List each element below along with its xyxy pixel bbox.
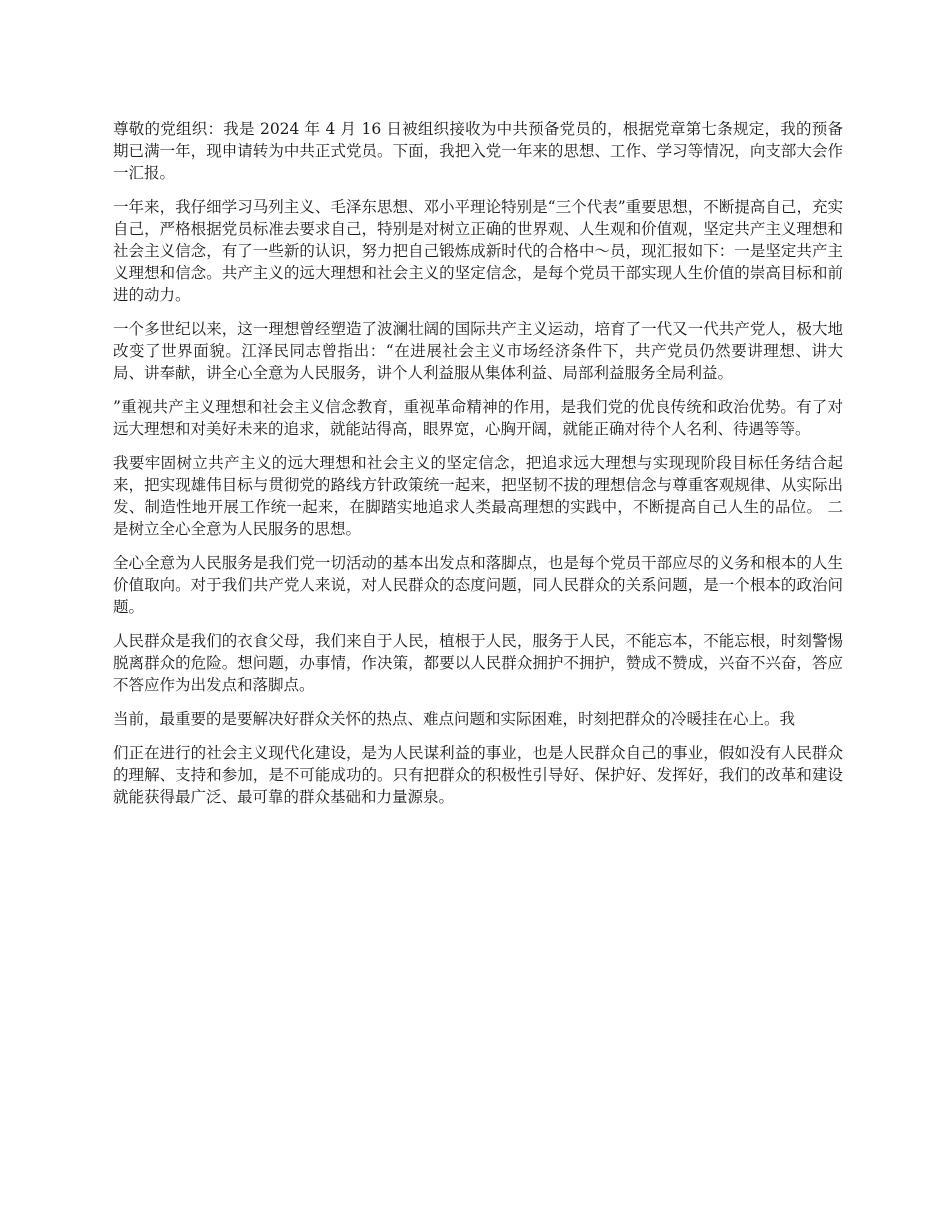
paragraph-5: 我要牢固树立共产主义的远大理想和社会主义的坚定信念，把追求远大理想与实现现阶段目标任务结合起来，把实现雄伟目标与贯彻党的路线方针政策统一起来，把坚韧不拔的理想信念与尊重客观规律、从实际出发、制造性地开展工作统一起来，在脚踏实地追求人类最高理想的实践中，不断提高自己人生的品位。 二是树立全心全意为人民服务的思想。 [113,454,843,538]
paragraph-7: 人民群众是我们的衣食父母，我们来自于人民，植根于人民，服务于人民，不能忘本，不能忘根，时刻警惕脱离群众的危险。想问题，办事情，作决策，都要以人民群众拥护不拥护，赞成不赞成，兴奋不兴奋，答应不答应作为出发点和落脚点。 [113,632,843,694]
paragraph-6: 全心全意为人民服务是我们党一切活动的基本出发点和落脚点，也是每个党员干部应尽的义务和根本的人生价值取向。对于我们共产党人来说，对人民群众的态度问题，同人民群众的关系问题，是一个根本的政治问题。 [113,554,843,616]
paragraph-8: 当前，最重要的是要解决好群众关怀的热点、难点问题和实际困难，时刻把群众的冷暖挂在心上。我 [113,710,796,728]
paragraph-2: 一年来，我仔细学习马列主义、毛泽东思想、邓小平理论特别是“三个代表”重要思想，不断提高自己，充实自己，严格根据党员标准去要求自己，特别是对树立正确的世界观、人生观和价值观，坚定共产主义理想和社会主义信念，有了一些新的认识，努力把自己锻炼成新时代的合格中～员，现汇报如下：一是坚定共产主义理想和信念。共产主义的远大理想和社会主义的坚定信念，是每个党员干部实现人生价值的崇高目标和前进的动力。 [113,198,843,304]
paragraph-3: 一个多世纪以来，这一理想曾经塑造了波澜壮阔的国际共产主义运动，培育了一代又一代共产党人，极大地改变了世界面貌。江泽民同志曾指出：“在进展社会主义市场经济条件下，共产党员仍然要讲理想、讲大局、讲奉献，讲全心全意为人民服务，讲个人利益服从集体利益、局部利益服务全局利益。 [113,320,843,382]
paragraph-4: ”重视共产主义理想和社会主义信念教育，重视革命精神的作用，是我们党的优良传统和政治优势。有了对远大理想和对美好未来的追求，就能站得高，眼界宽，心胸开阔，就能正确对待个人名利、待遇等等。 [113,398,843,438]
document-body [113,118,843,820]
paragraph-9: 们正在进行的社会主义现代化建设，是为人民谋利益的事业，也是人民群众自己的事业，假如没有人民群众的理解、支持和参加，是不可能成功的。只有把群众的积极性引导好、保护好、发挥好，我们的改革和建设就能获得最广泛、最可靠的群众基础和力量源泉。 [113,744,843,806]
paragraph-1: 尊敬的党组织：我是 2024 年 4 月 16 日被组织接收为中共预备党员的，根据党章第七条规定，我的预备期已满一年，现申请转为中共正式党员。下面，我把入党一年来的思想、工作、学习等情况，向支部大会作一汇报。 [113,120,843,182]
